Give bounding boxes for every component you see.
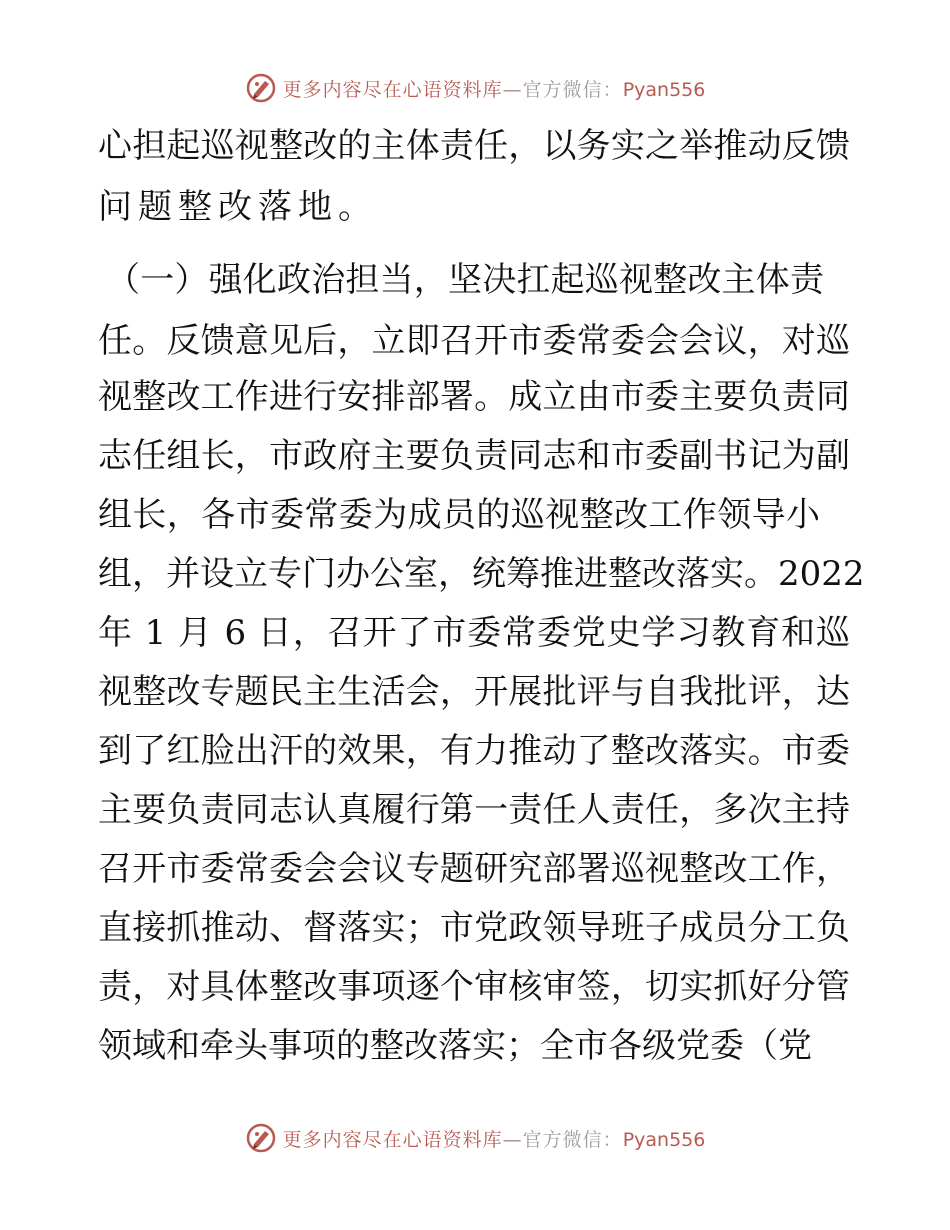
text-line: 到了红脸出汗的效果，有力推动了整改落实。市委	[98, 731, 850, 771]
text-line: 责，对具体整改事项逐个审核审签，切实抓好分管	[98, 967, 850, 1007]
text-line: （一）强化政治担当，坚决扛起巡视整改主体责	[106, 260, 824, 300]
text-line: 年 1 月 6 日，召开了市委常委党史学习教育和巡	[98, 613, 850, 653]
text-line: 主要负责同志认真履行第一责任人责任，多次主持	[98, 790, 850, 830]
text-line: 领域和牵头事项的整改落实；全市各级党委（党	[98, 1026, 812, 1066]
watermark-label: 官方微信：	[522, 78, 623, 101]
pen-logo-icon	[245, 1122, 277, 1154]
text-line: 心担起巡视整改的主体责任，以务实之举推动反馈	[98, 126, 850, 166]
watermark-brand: 更多内容尽在心语资料库	[282, 1128, 503, 1151]
header-watermark	[0, 72, 950, 104]
text-line: 视整改工作进行安排部署。成立由市委主要负责同	[98, 377, 850, 417]
watermark-label: 官方微信：	[522, 1128, 623, 1151]
footer-watermark	[0, 1122, 950, 1154]
text-line: 问题整改落地。	[98, 187, 378, 227]
pen-logo-icon	[245, 72, 277, 104]
watermark-brand: 更多内容尽在心语资料库	[282, 78, 503, 101]
watermark-separator: —	[502, 78, 523, 101]
watermark-separator: —	[502, 1128, 523, 1151]
text-line: 视整改专题民主生活会，开展批评与自我批评，达	[98, 672, 850, 712]
text-line: 志任组长，市政府主要负责同志和市委副书记为副	[98, 436, 850, 476]
text-line: 组，并设立专门办公室，统筹推进整改落实。2022	[98, 554, 865, 594]
text-line: 直接抓推动、督落实；市党政领导班子成员分工负	[98, 908, 850, 948]
watermark-wechat-id: Pyan556	[622, 78, 706, 101]
text-line: 召开市委常委会会议专题研究部署巡视整改工作，	[98, 849, 850, 889]
watermark-text	[283, 75, 706, 102]
watermark-text	[283, 1125, 706, 1152]
text-line: 任。反馈意见后，立即召开市委常委会会议，对巡	[98, 321, 850, 361]
text-line: 组长，各市委常委为成员的巡视整改工作领导小	[98, 495, 820, 535]
watermark-wechat-id: Pyan556	[622, 1128, 706, 1151]
